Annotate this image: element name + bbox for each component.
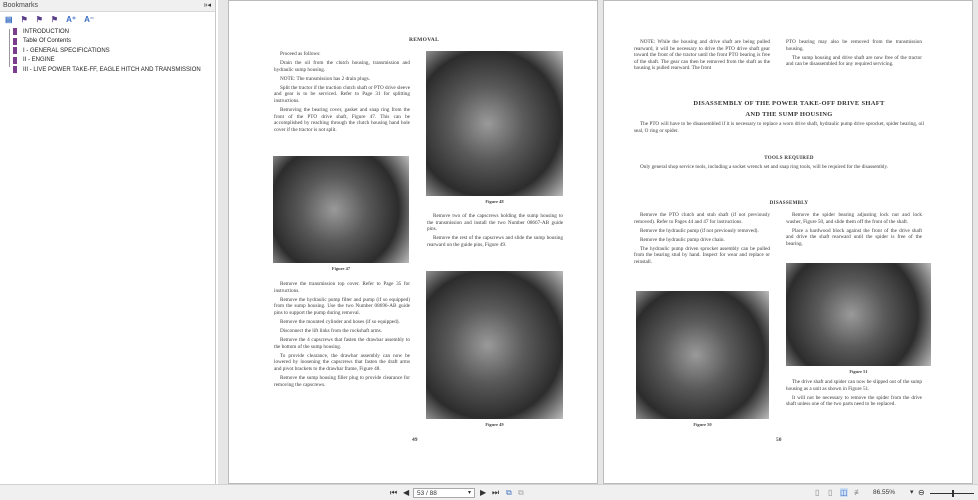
paragraph: It will not be necessary to remove the spider from the drive shaft unless one of the two parts need to be replaced. xyxy=(786,394,922,408)
paragraph: NOTE: The transmission has 2 drain plugs. xyxy=(280,75,370,82)
paragraph: The hydraulic pump driven sprocket assembly can be pulled from the bearing stud by hand. Inspect for wear and replace or reinstall. xyxy=(634,245,770,266)
text-column xyxy=(786,379,922,410)
bookmark-flag-icon xyxy=(13,57,17,64)
delete-bookmark-icon[interactable]: ⚑ xyxy=(50,14,59,24)
document-view[interactable] xyxy=(218,0,978,484)
next-view-icon[interactable]: ⧉ xyxy=(518,488,524,497)
next-page-icon[interactable]: ▶ xyxy=(480,488,487,497)
zoom-level[interactable]: 86.55% xyxy=(873,489,896,496)
figure-caption: Figure 51 xyxy=(849,369,868,374)
bookmark-general-specs[interactable] xyxy=(12,46,215,56)
tree-line xyxy=(9,29,10,67)
paragraph: The PTO will have to be disassembled if it is necessary to replace a worn drive shaft, hydraulic pump drive sprocket, spider bearing, oil seal, O ring or spider. xyxy=(634,121,924,134)
first-page-icon[interactable]: ⏮ xyxy=(390,488,398,497)
bookmark-label: III - LIVE POWER TAKE-FF, EAGLE HITCH AND TRANSMISSION xyxy=(23,66,201,73)
paragraph: Remove the PTO clutch and stub shaft (if not previously removed). Refer to Pages 44 and 47 for instructions. xyxy=(634,212,770,225)
paragraph: NOTE: While the housing and drive shaft are being pulled rearward, it will be necessary to drive the PTO drive shaft gear toward the front of the tractor until the front PTO bearing is free of the shaft. The gear can then be removed from the shaft as the housing is pulled rearward. The front xyxy=(634,39,770,72)
paragraph: Remove two of the capscrews holding the sump housing to the transmission and install the two Number 08667-AB guide pins. xyxy=(427,213,563,233)
facing-pages-icon[interactable]: ◫ xyxy=(840,488,848,497)
text-column xyxy=(427,213,563,251)
bookmark-label: I - GENERAL SPECIFICATIONS xyxy=(23,47,110,54)
bookmark-toc[interactable] xyxy=(12,37,215,47)
paragraph: Remove the rest of the capscrews and slide the sump housing rearward on the guide pins, Figure 49. xyxy=(427,235,563,248)
text-column xyxy=(274,51,410,136)
paragraph: Split the tractor if the traction clutch shaft or PTO drive sleeve and gear is to be serviced. Refer to Page 31 for splitting instructions. xyxy=(274,84,410,105)
page-50 xyxy=(603,0,973,484)
page-field-value: 53 / 88 xyxy=(417,490,437,497)
paragraph: Removing the bearing cover, gasket and snap ring from the front of the PTO drive shaft, Figure 47. This can be accomplished by reaching through the clutch housing hand hole cover if the tractor is not split. xyxy=(274,107,410,133)
intro-text xyxy=(634,121,924,137)
zoom-out-icon[interactable]: ⊖ xyxy=(918,488,925,497)
bookmark-introduction[interactable] xyxy=(12,27,215,37)
previous-view-icon[interactable]: ⧉ xyxy=(506,488,512,497)
paragraph: Proceed as follows: xyxy=(280,51,321,57)
figure-49-photo xyxy=(426,271,563,419)
page-49 xyxy=(228,0,598,484)
figure-caption: Figure 49 xyxy=(485,422,504,427)
paragraph: PTO bearing may also be removed from the transmission housing. xyxy=(786,39,922,52)
paragraph: The sump housing and drive shaft are now free of the tractor and can be disassembled for any required servicing. xyxy=(786,54,922,68)
section-heading: REMOVAL xyxy=(408,37,440,43)
paragraph: Remove the hydraulic pump drive chain. xyxy=(640,236,725,243)
figure-47-photo xyxy=(273,156,409,263)
paragraph: Remove the transmission top cover. Refer to Page 35 for instructions. xyxy=(274,281,410,294)
paragraph: Remove the 4 capscrews that fasten the drawbar assembly to the bottom of the sump housing. xyxy=(274,337,410,350)
bookmark-label: Table Of Contents xyxy=(23,38,72,45)
zoom-slider-thumb[interactable] xyxy=(952,490,954,497)
text-column xyxy=(634,212,770,268)
section-heading: DISASSEMBLY OF THE POWER TAKE-OFF DRIVE SHAFT xyxy=(693,100,885,107)
font-smaller-icon[interactable]: A⁻ xyxy=(84,14,95,24)
paragraph: Place a hardwood block against the front of the drive shaft and drive the shaft rearward until the spider is free of the bearing. xyxy=(786,227,922,247)
text-column xyxy=(786,39,922,70)
zoom-dropdown-icon[interactable]: ▾ xyxy=(910,489,914,496)
previous-page-icon[interactable]: ◀ xyxy=(403,488,410,497)
tools-text xyxy=(634,164,924,173)
text-column xyxy=(634,39,770,74)
paragraph: Remove the spider bearing adjusting lock nut and lock washer, Figure 50, and slide them off the front of the shaft. xyxy=(786,212,922,225)
bookmark-flag-icon xyxy=(13,47,17,54)
section-heading: AND THE SUMP HOUSING xyxy=(745,111,833,118)
bookmark-label: INTRODUCTION xyxy=(23,28,69,35)
text-column xyxy=(274,281,410,391)
page-number: 49 xyxy=(412,437,418,443)
section-heading: DISASSEMBLY xyxy=(769,201,809,206)
panel-collapse-icon[interactable]: »◂ xyxy=(203,2,211,9)
bookmark-label: II - ENGINE xyxy=(23,57,55,64)
status-toolbar xyxy=(0,484,978,500)
figure-caption: Figure 47 xyxy=(331,266,351,271)
section-heading: TOOLS REQUIRED xyxy=(764,156,814,161)
paragraph: Remove the mounted cylinder and hoses (if so equipped). xyxy=(280,318,400,325)
paragraph: The drive shaft and spider can now be slipped out of the sump housing as a unit as shown in Figure 51. xyxy=(786,379,922,392)
single-page-icon[interactable]: ▯ xyxy=(815,488,820,497)
bookmarks-header xyxy=(0,0,215,12)
bookmark-flag-icon xyxy=(13,38,17,45)
continuous-facing-icon[interactable]: ≢ xyxy=(854,488,862,497)
panel-title: Bookmarks xyxy=(3,2,39,9)
paragraph: To provide clearance, the drawbar assembly can now be lowered by loosening the capscrews that fasten the draft arms and pivot brackets to the drawbar frame, Figure 48. xyxy=(274,352,410,373)
last-page-icon[interactable]: ⏭ xyxy=(492,488,500,497)
paragraph: Drain the oil from the clutch housing, transmission and hydraulic sump housing. xyxy=(274,60,410,73)
bookmark-icon[interactable]: ⚑ xyxy=(20,14,28,24)
bookmark-flag-icon xyxy=(13,66,17,73)
page-number: 50 xyxy=(776,437,782,443)
page-number-field[interactable] xyxy=(413,488,475,498)
figure-48-photo xyxy=(426,51,563,196)
paragraph: Remove the hydraulic pump filter and pump (if so equipped) from the sump housing. Use the two Number 08696-AB guide pins to support the pump during removal. xyxy=(274,296,410,316)
continuous-page-icon[interactable]: ▯ xyxy=(828,488,833,497)
figure-50-photo xyxy=(636,291,769,419)
bookmarks-panel xyxy=(0,0,216,484)
paragraph: Disconnect the lift links from the rockshaft arms. xyxy=(280,328,382,335)
figure-51-photo xyxy=(786,263,931,366)
expand-bookmark-icon[interactable]: ▤ xyxy=(5,14,13,24)
add-bookmark-icon[interactable]: ⚑ xyxy=(35,14,43,24)
paragraph: Remove the hydraulic pump (if not previously removed). xyxy=(640,227,759,234)
dropdown-icon[interactable]: ▾ xyxy=(467,490,471,496)
figure-caption: Figure 48 xyxy=(485,199,504,204)
paragraph: Remove the sump housing filler plug to provide clearance for removing the capscrews. xyxy=(274,375,410,388)
text-column xyxy=(786,212,922,250)
bookmark-pto[interactable] xyxy=(12,65,215,75)
figure-caption: Figure 50 xyxy=(693,422,712,427)
zoom-slider[interactable] xyxy=(930,493,974,494)
bookmarks-toolbar xyxy=(0,12,215,26)
font-larger-icon[interactable]: A⁺ xyxy=(66,14,77,24)
paragraph: Only general shop service tools, including a socket wrench set and snap ring tools, will be required for the disassembly. xyxy=(640,164,889,170)
bookmark-flag-icon xyxy=(13,28,17,35)
bookmark-tree xyxy=(0,27,215,75)
bookmark-engine[interactable] xyxy=(12,56,215,66)
